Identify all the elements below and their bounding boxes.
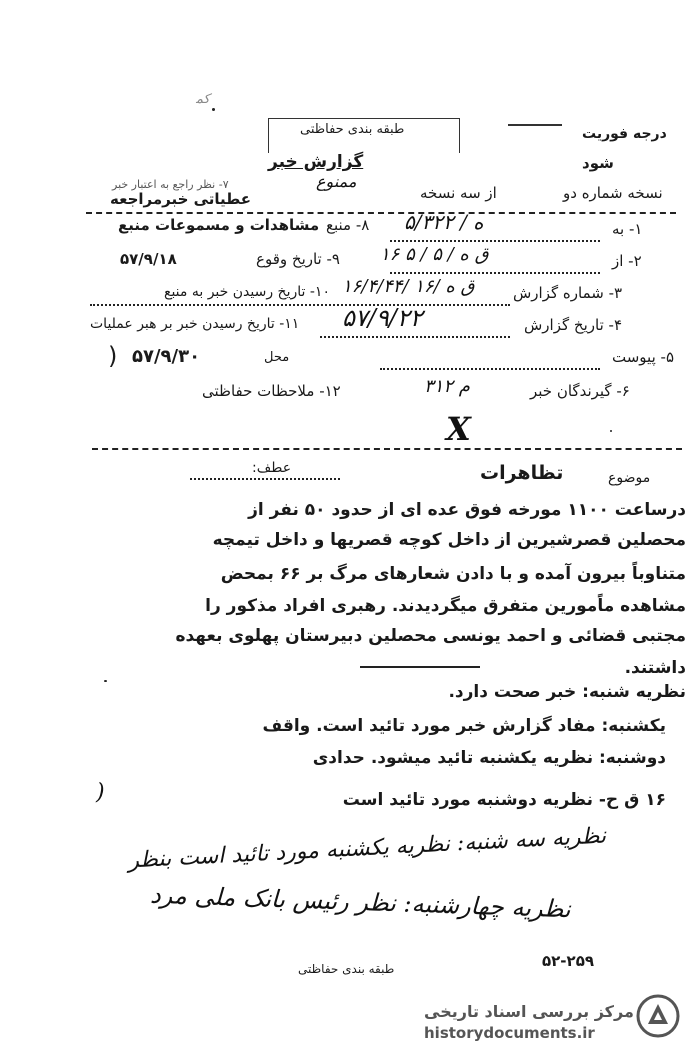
field-location-value: ۵۷/۹/۳۰ [132, 346, 201, 367]
field-received-ops-label: ۱۱- تاریخ رسیدن خبر بر هبر عملیات [90, 316, 300, 332]
dots-attachment [380, 368, 600, 370]
field-occurrence-date-label: ۹- تاریخ وقوع [256, 250, 340, 268]
dots-report-no [90, 304, 510, 306]
margin-mark: ) [96, 780, 105, 805]
classification-top: طبقه بندی حفاظتی [300, 122, 405, 137]
field-report-no-value: ۱۶/۴/۴۴/ ۱۶/ ق ه [342, 276, 475, 297]
location-bracket: ) [108, 342, 118, 370]
classification-bottom: طبقه بندی حفاظتی [298, 962, 395, 976]
ref-label: عطف: [252, 460, 292, 476]
dots-to [390, 240, 600, 242]
handwritten-note-wednesday: نظریه چهارشنبه: نظر رئیس بانک ملی مرد [149, 880, 572, 924]
faint-scribble: ﮐﻤ [196, 92, 210, 107]
form-title: گزارش خبر [268, 152, 364, 172]
speck-1 [212, 108, 215, 111]
field-location-label: محل [264, 350, 290, 365]
field7-label: ۷- نظر راجع به اعتبار خبر [112, 178, 229, 191]
underline-mark [360, 666, 480, 668]
opinion-16qh: ۱۶ ق ح- نظریه دوشنبه مورد تائید است [342, 790, 666, 810]
speck-3 [104, 680, 107, 682]
field-attachment-label: ۵- پیوست [612, 348, 674, 366]
subject-value: تظاهرات [480, 462, 564, 484]
field-report-date-label: ۴- تاریخ گزارش [524, 316, 622, 334]
copy-number: نسخه شماره دو [563, 184, 663, 202]
dots-ref [190, 478, 340, 480]
from-copy: از سه نسخه [420, 184, 497, 202]
speck-2 [610, 430, 612, 432]
field-recipients-label: ۶- گیرندگان خبر [530, 382, 630, 400]
field-report-date-value: ۵۷/۹/۲۲ [342, 304, 423, 332]
field-to-value: ۵/ه / ۳۲۲ [404, 210, 484, 234]
subject-label: موضوع [608, 470, 651, 486]
x-mark: X [446, 410, 471, 448]
dashed-rule-mid [92, 448, 682, 450]
handwritten-word: ممنوع [316, 172, 357, 191]
priority-label: درجه فوریت [582, 126, 667, 142]
field-received-source-label: ۱۰- تاریخ رسیدن خبر به منبع [164, 284, 330, 300]
opinion-monday: دوشنبه: نظریه یکشنبه تائید میشود. حدادی [312, 748, 666, 768]
field-source-value: مشاهدات و مسموعات منبع [118, 216, 320, 234]
body-line-6: داشتند. [624, 658, 686, 678]
field-occurrence-date-value: ۵۷/۹/۱۸ [120, 250, 177, 268]
field-report-no-label: ۳- شماره گزارش [513, 284, 623, 302]
body-line-1: درساعت ۱۱۰۰ مورخه فوق عده ای از حدود ۵۰ نفر از [248, 500, 686, 520]
field-from-label: ۲- از [612, 252, 642, 270]
opinion-saturday: نظریه شنبه: خبر صحت دارد. [448, 682, 686, 702]
field-to-label: ۱- به [612, 220, 643, 238]
footer-number: ۵۲-۲۵۹ [542, 952, 595, 970]
watermark-site-name: مرکز بررسی اسناد تاریخی [424, 1002, 634, 1021]
handwritten-note-tuesday: نظریه سه شنبه: نظریه یکشنبه مورد تائید است بنظر [127, 823, 607, 874]
opinion-sunday: یکشنبه: مفاد گزارش خبر مورد تائید است. واقف [262, 716, 666, 736]
field7-value: عطیاتی خبرمراجعه [110, 190, 252, 208]
field-recipients-value: ۳۱۲ م [424, 376, 470, 397]
body-line-4: مشاهده ماًمورین متفرق میگردیدند. رهبری افراد مذکور را [205, 596, 686, 616]
field-source-label: ۸- منبع [326, 216, 370, 234]
body-line-2: محصلین قصرشیرین از داخل کوچه قصریها و داخل تیمچه [212, 530, 686, 550]
dots-from [390, 272, 600, 274]
shavad-text: شود [582, 154, 614, 172]
field-security-notes-label: ۱۲- ملاحظات حفاظتی [202, 382, 341, 400]
body-line-5: مجتبی قضائی و احمد یونسی محصلین دبیرستان پهلوی بعهده [175, 626, 686, 646]
watermark-site-url: historydocuments.ir [424, 1024, 595, 1042]
dashed-rule-top [86, 212, 676, 214]
body-line-3: متناوباً بیرون آمده و با دادن شعارهای مرگ بر ۶۶ بمحض [220, 564, 686, 584]
dots-report-date [320, 336, 510, 338]
field-from-value: ۱۶ ق ه / ۵ / ۵ [380, 244, 489, 265]
priority-scribble [508, 124, 562, 126]
archive-logo-icon [636, 994, 680, 1038]
